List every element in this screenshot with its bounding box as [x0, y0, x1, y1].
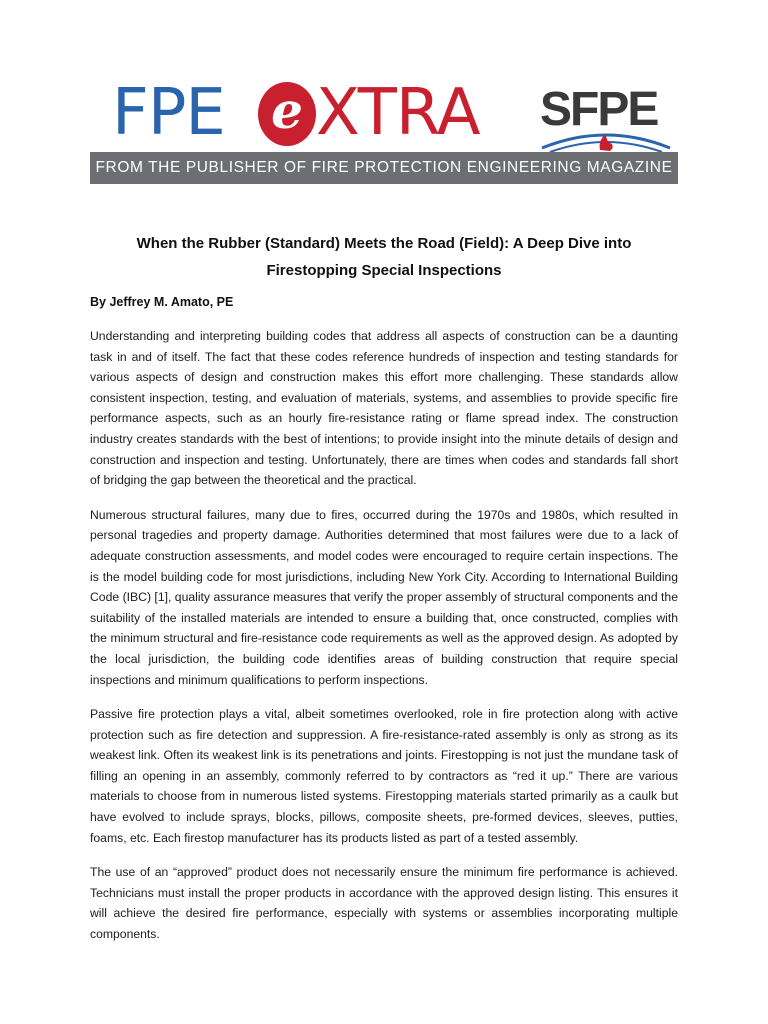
paragraph: Understanding and interpreting building codes that address all aspects of construction can be a daunting task in and of itself. The fact that these codes reference hundreds of inspection and testing standards for various aspects of design and construction makes this effort more challenging. These standards allow consistent inspection, testing, and evaluation of materials, systems, and assemblies to provide specific fire performance aspects, such as an hourly fire-resistance rating or flame spread index. The construction industry creates standards with the best of intentions; to provide insight into the minute details of design and construction and inspection and testing. Unfortunately, there are times when codes and standards fall short of bridging the gap between the theoretical and the practical.	[90, 329, 678, 488]
paragraph: Passive fire protection plays a vital, albeit sometimes overlooked, role in fire protection along with active protection such as fire detection and suppression. A fire-resistance-rated assembly is only as strong as its weakest link. Often its weakest link is its penetrations and joints. Firestopping is not just the mundane task of filling an opening in an assembly, commonly referred to by contractors as “red it up.” There are various materials to choose from in numerous listed systems. Firestopping materials started primarily as a caulk but have evolved to include sprays, blocks, pillows, composite sheets, pre-formed devices, sleeves, putties, foams, etc. Each firestop manufacturer has its products listed as part of a tested assembly.	[90, 707, 678, 845]
masthead-tagline: FROM THE PUBLISHER OF FIRE PROTECTION ENGINEERING MAGAZINE	[90, 152, 678, 184]
paragraph: The use of an “approved” product does not necessarily ensure the minimum fire performance is achieved. Technicians must install the proper products in accordance with the approved design listing. This ensures it will achieve the desired fire performance, especially with systems or assemblies incorporating multiple components.	[90, 865, 678, 942]
sfpe-logo: SFPE	[540, 83, 658, 136]
brand-fpe: FPE	[112, 76, 225, 150]
brand-e-badge: e	[258, 82, 316, 146]
sfpe-flame-icon	[540, 128, 672, 154]
article-body	[90, 326, 678, 959]
logo-row	[90, 74, 678, 152]
article-byline: By Jeffrey M. Amato, PE	[90, 295, 234, 309]
brand-xtra: XTRA	[316, 76, 480, 150]
article-title	[90, 230, 678, 284]
article-title-line1: When the Rubber (Standard) Meets the Road (Field): A Deep Dive into	[136, 235, 632, 252]
masthead-banner	[90, 74, 678, 186]
paragraph: Numerous structural failures, many due to fires, occurred during the 1970s and 1980s, which resulted in personal tragedies and property damage. Authorities determined that most failures were due to a lack of adequate construction assessments, and model codes were encouraged to require certain inspections. The is the model building code for most jurisdictions, including New York City. According to International Building Code (IBC) [1], quality assurance measures that verify the proper assembly of structural components and the suitability of the installed materials are intended to ensure a building that, once constructed, complies with the minimum structural and fire-resistance code requirements as well as the approved design. As adopted by the local jurisdiction, the building code identifies areas of building construction that require special inspections and minimum qualifications to perform inspections.	[90, 507, 678, 687]
article-title-line2: Firestopping Special Inspections	[266, 262, 502, 279]
